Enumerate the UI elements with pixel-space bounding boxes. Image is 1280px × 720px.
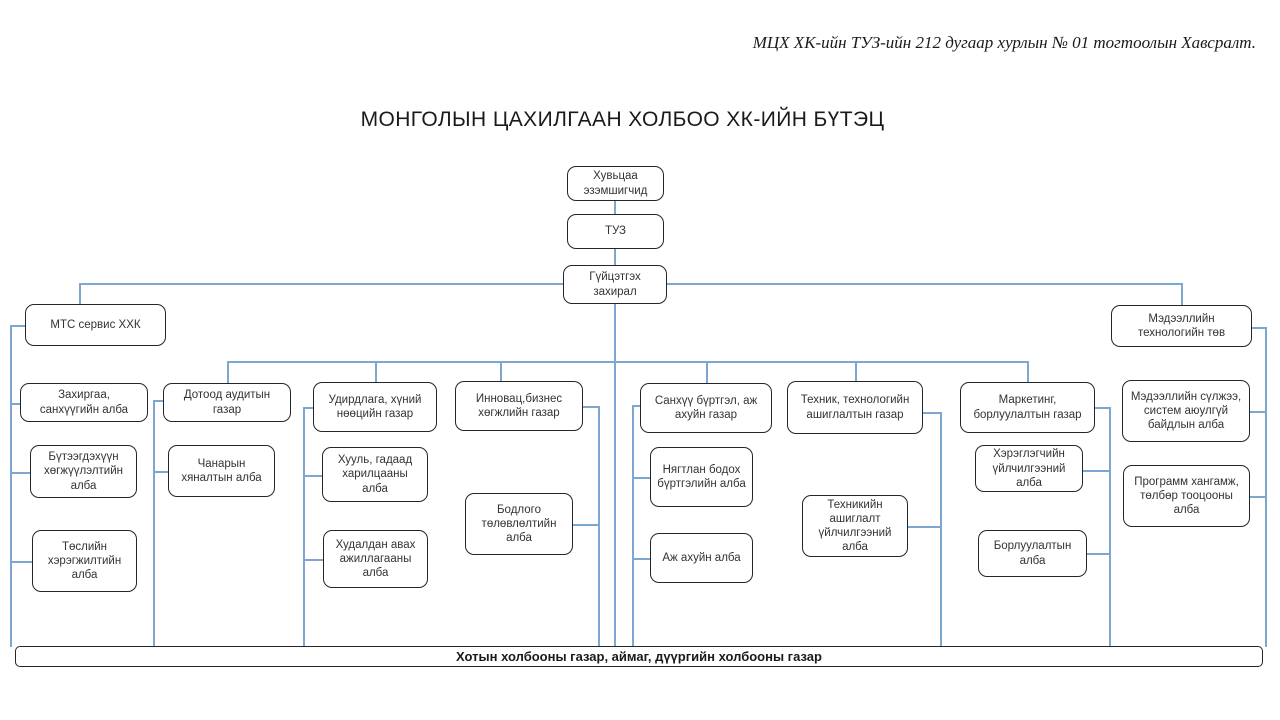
connector [1095, 407, 1109, 409]
connector [632, 477, 650, 479]
connector [583, 406, 598, 408]
connector [79, 283, 563, 285]
node-marketing-sales: Маркетинг, борлуулалтын газар [960, 382, 1095, 433]
node-info-network-security: Мэдээллийн сүлжээ, систем аюулгүй байдлын алба [1122, 380, 1250, 442]
node-customer-service: Хэрэглэгчийн үйлчилгээний алба [975, 445, 1083, 492]
connector [227, 361, 1027, 363]
connector [10, 325, 12, 647]
node-software-billing: Программ хангамж, төлбөр тооцооны алба [1123, 465, 1250, 527]
connector [632, 558, 650, 560]
connector [153, 400, 155, 647]
connector [303, 559, 323, 561]
connector [1087, 553, 1109, 555]
connector [153, 400, 163, 402]
node-board: ТУЗ [567, 214, 664, 249]
connector [614, 201, 616, 214]
page-title: МОНГОЛЫН ЦАХИЛГААН ХОЛБОО ХК-ИЙН БҮТЭЦ [360, 108, 885, 131]
connector [1181, 283, 1183, 305]
node-household: Аж ахуйн алба [650, 533, 753, 583]
connector [303, 407, 305, 647]
attachment-note: МЦХ ХК-ийн ТУЗ-ийн 212 дугаар хурлын № 01 тогтоолын Хавсралт. [752, 33, 1256, 52]
connector [1252, 327, 1265, 329]
node-mts-service: МТС сервис ХХК [25, 304, 166, 346]
connector [614, 249, 616, 265]
connector [1027, 361, 1029, 382]
connector [940, 412, 942, 647]
connector [855, 361, 857, 381]
node-product-dev: Бүтээгдэхүүн хөгжүүлэлтийн алба [30, 445, 137, 498]
node-management-hr: Удирдлага, хүний нөөцийн газар [313, 382, 437, 432]
connector [303, 475, 322, 477]
node-technical-service: Техникийн ашиглалт үйлчилгээний алба [802, 495, 908, 557]
connector [632, 405, 634, 647]
node-legal-foreign: Хууль, гадаад харилцааны алба [322, 447, 428, 502]
connector [1250, 496, 1265, 498]
connector [706, 361, 708, 383]
node-shareholders: Хувьцаа эзэмшигчид [567, 166, 664, 201]
connector [923, 412, 940, 414]
connector [614, 304, 616, 647]
connector [908, 526, 940, 528]
connector [500, 361, 502, 381]
node-tech-operation: Техник, технологийн ашиглалтын газар [787, 381, 923, 434]
connector [10, 472, 30, 474]
connector [632, 405, 640, 407]
connector [303, 407, 313, 409]
node-it-center: Мэдээллийн технологийн төв [1111, 305, 1252, 347]
connector [1265, 327, 1267, 647]
connector [573, 524, 598, 526]
connector [10, 561, 32, 563]
node-quality-control: Чанарын хяналтын алба [168, 445, 275, 497]
footer-bar: Хотын холбооны газар, аймаг, дүүргийн холбооны газар [15, 646, 1263, 667]
node-accounting: Нягтлан бодох бүртгэлийн алба [650, 447, 753, 507]
node-finance-accounting: Санхүү бүртгэл, аж ахуйн газар [640, 383, 772, 433]
connector [227, 361, 229, 383]
connector [1250, 411, 1265, 413]
node-procurement: Худалдан авах ажиллагааны алба [323, 530, 428, 588]
node-project-implementation: Төслийн хэрэгжилтийн алба [32, 530, 137, 592]
node-innovation-business: Инновац,бизнес хөгжлийн газар [455, 381, 583, 431]
connector [153, 471, 168, 473]
node-sales: Борлуулалтын алба [978, 530, 1087, 577]
connector [667, 283, 1181, 285]
connector [1109, 407, 1111, 647]
node-policy-planning: Бодлого төлөвлөлтийн алба [465, 493, 573, 555]
node-admin-finance: Захиргаа, санхүүгийн алба [20, 383, 148, 422]
node-ceo: Гүйцэтгэх захирал [563, 265, 667, 304]
connector [375, 361, 377, 382]
connector [10, 325, 25, 327]
node-internal-audit: Дотоод аудитын газар [163, 383, 291, 422]
connector [10, 403, 20, 405]
connector [598, 406, 600, 647]
connector [79, 283, 81, 304]
connector [1083, 470, 1109, 472]
